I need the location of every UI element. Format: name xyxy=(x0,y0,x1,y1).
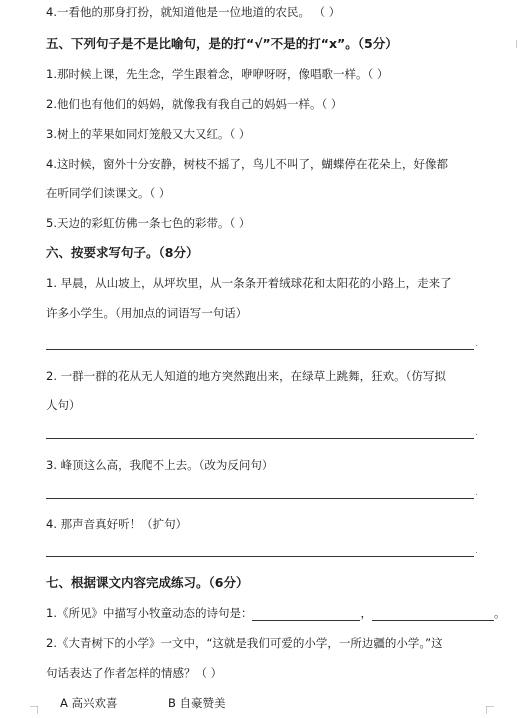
option-a[interactable]: A 高兴欢喜 xyxy=(60,696,118,710)
question-s5-4-line1: 4.这时候，窗外十分安静，树枝不摇了，鸟儿不叫了，蝴蝶停在花朵上，好像都 xyxy=(46,157,448,171)
question-s7-2-line1: 2.《大青树下的小学》一文中，“这就是我们可爱的小学，一所边疆的小学。”这 xyxy=(46,636,443,650)
question-5-4-tail: 4.一看他的那身打扮，就知道他是一位地道的农民。 （ ） xyxy=(46,5,341,19)
question-s6-3: 3. 峰顶这么高，我爬不上去。（改为反问句） xyxy=(46,458,274,472)
question-s7-2-line2: 句话表达了作者怎样的情感？（ ） xyxy=(46,666,223,680)
section-5-heading: 五、下列句子是不是比喻句，是的打“√”不是的打“x”。（5分） xyxy=(46,36,398,51)
section-7-heading: 七、根据课文内容完成练习。（6分） xyxy=(46,575,249,590)
option-b[interactable]: B 自豪赞美 xyxy=(168,696,226,710)
crop-mark-icon xyxy=(30,706,38,714)
blank-s7-1-a[interactable] xyxy=(252,608,360,621)
question-s5-2: 2.他们也有他们的妈妈，就像我有我自己的妈妈一样。（ ） xyxy=(46,97,343,111)
crop-mark-icon xyxy=(486,706,494,714)
question-s6-4: 4. 那声音真好听！（扩句） xyxy=(46,517,188,531)
page-edge-marker xyxy=(516,40,517,48)
blank-separator: ， xyxy=(360,606,372,620)
blank-s7-1-b[interactable] xyxy=(372,608,494,621)
question-s5-3: 3.树上的苹果如同灯笼般又大又红。（ ） xyxy=(46,127,251,141)
question-s6-1-line1: 1. 早晨，从山坡上，从坪坎里，从一条条开着绒球花和太阳花的小路上，走来了 xyxy=(46,276,452,290)
answer-line-s6-3[interactable] xyxy=(46,498,474,499)
question-s7-1 xyxy=(46,605,505,621)
question-s6-2-line2: 人句） xyxy=(46,398,81,412)
question-s5-1: 1.那时候上课，先生念，学生跟着念，咿咿呀呀，像唱歌一样。（ ） xyxy=(46,67,389,81)
question-s6-1-line2: 许多小学生。（用加点的词语写一句话） xyxy=(46,306,248,320)
sentence-end: 。 xyxy=(493,606,506,620)
question-s6-2-line1: 2. 一群一群的花从无人知道的地方突然跑出来，在绿草上跳舞，狂欢。（仿写拟 xyxy=(46,369,446,383)
section-6-heading: 六、按要求写句子。（8分） xyxy=(46,245,199,260)
question-s7-1-prompt: 1.《所见》中描写小牧童动态的诗句是： xyxy=(46,606,253,620)
answer-line-s6-1[interactable] xyxy=(46,349,474,350)
answer-line-s6-4[interactable] xyxy=(46,556,474,557)
question-s5-5: 5.天边的彩虹仿佛一条七色的彩带。（ ） xyxy=(46,216,251,230)
answer-line-s6-2[interactable] xyxy=(46,438,474,439)
question-s5-4-line2: 在听同学们读课文。（ ） xyxy=(46,186,171,200)
